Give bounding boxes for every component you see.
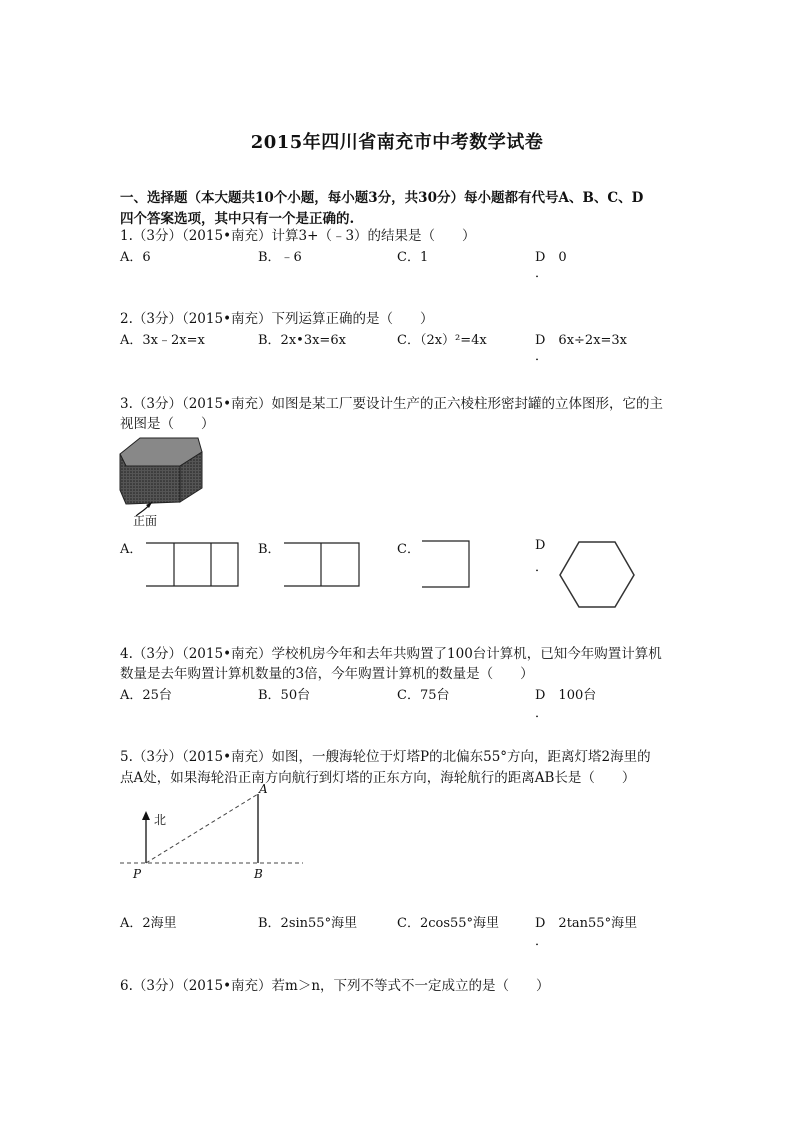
north-label: 北 <box>154 813 167 827</box>
lighthouse-diagram <box>118 782 308 887</box>
q5-option-a[interactable]: A．2海里 <box>120 916 177 931</box>
q4-option-a[interactable]: A．25台 <box>120 688 172 703</box>
question-5-stem-line1: 5.（3分）（2015•南充）如图，一艘海轮位于灯塔P的北偏东55°方向，距离灯塔2海里的 <box>120 749 651 765</box>
q4-option-b[interactable]: B．50台 <box>258 688 311 703</box>
q5-option-d-dot: ． <box>535 934 549 949</box>
section-heading-line1: 一、选择题（本大题共10个小题，每小题3分，共30分）每小题都有代号A、B、C、D <box>120 190 644 206</box>
q2-option-c[interactable]: C．（2x）²=4x <box>397 333 487 348</box>
q3-option-a[interactable]: A． <box>120 542 143 557</box>
point-p-label: P <box>133 867 142 881</box>
q3-option-c[interactable]: C． <box>397 542 420 557</box>
q2-option-d[interactable]: D 6x÷2x=3x <box>535 333 628 348</box>
q4-option-d[interactable]: D 100台 <box>535 688 597 703</box>
question-2-stem: 2.（3分）（2015•南充）下列运算正确的是（ ） <box>120 311 434 327</box>
q5-option-c[interactable]: C．2cos55°海里 <box>397 916 500 931</box>
q3-option-d-dot: ． <box>535 560 549 575</box>
point-a-label: A <box>259 782 268 796</box>
point-b-label: B <box>254 867 263 881</box>
question-1-stem: 1.（3分）（2015•南充）计算3+（﹣3）的结果是（ ） <box>120 228 476 244</box>
q3-option-c-figure <box>422 540 472 590</box>
q2-option-a[interactable]: A．3x﹣2x=x <box>120 333 205 348</box>
question-4-stem-line1: 4.（3分）（2015•南充）学校机房今年和去年共购置了100台计算机，已知今年购置计算机 <box>120 646 662 662</box>
q5-option-d[interactable]: D 2tan55°海里 <box>535 916 638 931</box>
section-heading-line2: 四个答案选项，其中只有一个是正确的. <box>120 211 355 227</box>
question-3-stem-line2: 视图是（ ） <box>120 416 215 432</box>
q1-option-b[interactable]: B．﹣6 <box>258 250 302 265</box>
q3-option-a-figure <box>146 542 241 588</box>
q2-option-b[interactable]: B．2x•3x=6x <box>258 333 346 348</box>
q4-option-c[interactable]: C．75台 <box>397 688 450 703</box>
question-6-stem: 6.（3分）（2015•南充）若m＞n，下列不等式不一定成立的是（ ） <box>120 978 550 994</box>
q2-option-d-dot: ． <box>535 349 549 364</box>
q4-option-d-dot: ． <box>535 706 549 721</box>
q1-option-a[interactable]: A．6 <box>120 250 151 265</box>
front-view-label: 正面 <box>133 514 158 528</box>
question-3-stem-line1: 3.（3分）（2015•南充）如图是某工厂要设计生产的正六棱柱形密封罐的立体图形，它的主 <box>120 396 664 412</box>
question-5-stem-line2: 点A处，如果海轮沿正南方向航行到灯塔的正东方向，海轮航行的距离AB长是（ ） <box>120 770 636 786</box>
q1-option-d[interactable]: D 0 <box>535 250 567 265</box>
q3-option-d[interactable]: D <box>535 538 546 553</box>
q3-option-b-figure <box>284 542 362 588</box>
question-4-stem-line2: 数量是去年购置计算机数量的3倍，今年购置计算机的数量是（ ） <box>120 666 534 682</box>
page-title: 2015年四川省南充市中考数学试卷 <box>250 132 544 153</box>
q3-option-b[interactable]: B． <box>258 542 281 557</box>
q1-option-c[interactable]: C．1 <box>397 250 429 265</box>
q3-option-d-hexagon <box>558 540 638 610</box>
q1-option-d-dot: ． <box>535 266 549 281</box>
q5-option-b[interactable]: B．2sin55°海里 <box>258 916 358 931</box>
